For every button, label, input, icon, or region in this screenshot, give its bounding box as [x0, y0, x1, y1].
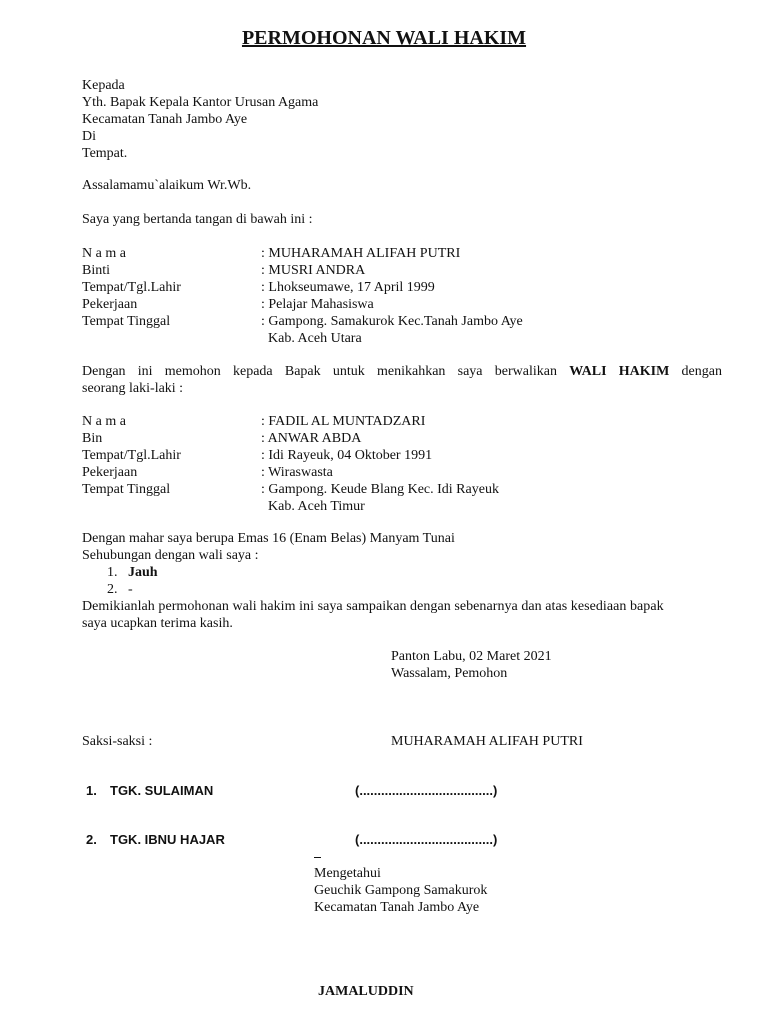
identity-row [82, 464, 682, 481]
request-text: dengan [669, 364, 722, 379]
identity-row [82, 447, 682, 464]
divider-mark [314, 857, 321, 858]
place-date: Panton Labu, 02 Maret 2021 [391, 649, 552, 664]
identity-row [82, 413, 682, 430]
identity-label: Pekerjaan [82, 465, 138, 480]
identity-value: : Wiraswasta [261, 465, 333, 480]
identity-value: : Gampong. Samakurok Kec.Tanah Jambo Aye [261, 314, 523, 329]
address-line: Di [82, 129, 96, 144]
address-line: Tempat. [82, 146, 128, 161]
identity-label: Pekerjaan [82, 297, 138, 312]
identity-value: : Pelajar Mahasiswa [261, 297, 374, 312]
identity-value: : Gampong. Keude Blang Kec. Idi Rayeuk [261, 482, 499, 497]
identity-label: N a m a [82, 246, 126, 261]
address-line: Yth. Bapak Kepala Kantor Urusan Agama [82, 95, 319, 110]
identity-value: : Idi Rayeuk, 04 Oktober 1991 [261, 448, 433, 463]
address-line: Kepada [82, 78, 125, 93]
identity-row [82, 481, 682, 498]
identity-row [82, 330, 682, 347]
acknowledge-line: Kecamatan Tanah Jambo Aye [314, 900, 480, 915]
request-line-1 [82, 363, 722, 380]
address-block [82, 77, 318, 162]
list-number: 2. [107, 582, 118, 597]
identity-value: Kab. Aceh Timur [261, 499, 365, 514]
intro-text: Saya yang bertanda tangan di bawah ini : [82, 212, 313, 227]
request-text: Dengan ini memohon kepada Bapak untuk menikahkan saya berwalikan [82, 364, 570, 379]
identity-value: : Lhokseumawe, 17 April 1999 [261, 280, 435, 295]
identity-row [82, 262, 682, 279]
applicant-identity [82, 245, 682, 347]
identity-row [82, 279, 682, 296]
acknowledge-block [314, 865, 487, 916]
closing-line-1: Demikianlah permohonan wali hakim ini saya sampaikan dengan sebenarnya dan atas kesediaan bapak [82, 599, 664, 614]
identity-label: Tempat Tinggal [82, 314, 171, 329]
wali-intro: Sehubungan dengan wali saya : [82, 548, 259, 563]
identity-row [82, 430, 682, 447]
greeting: Assalamamu`alaikum Wr.Wb. [82, 178, 252, 193]
geuchik-name: JAMALUDDIN [318, 984, 414, 999]
identity-value: Kab. Aceh Utara [261, 331, 362, 346]
identity-label: N a m a [82, 414, 126, 429]
groom-identity [82, 413, 682, 515]
document-title: PERMOHONAN WALI HAKIM [241, 27, 527, 49]
list-number: 1. [107, 565, 118, 580]
address-line: Kecamatan Tanah Jambo Aye [82, 112, 248, 127]
identity-label: Tempat/Tgl.Lahir [82, 280, 181, 295]
list-text: Jauh [128, 565, 158, 580]
identity-row [82, 313, 682, 330]
identity-value: : MUHARAMAH ALIFAH PUTRI [261, 246, 461, 261]
witness-number: 1. [86, 783, 97, 798]
identity-row [82, 245, 682, 262]
identity-value: : ANWAR ABDA [261, 431, 362, 446]
applicant-signature-name: MUHARAMAH ALIFAH PUTRI [391, 734, 583, 749]
identity-label: Bin [82, 431, 103, 446]
identity-label: Tempat/Tgl.Lahir [82, 448, 181, 463]
identity-value: : MUSRI ANDRA [261, 263, 366, 278]
list-text: - [128, 582, 133, 597]
acknowledge-line: Geuchik Gampong Samakurok [314, 883, 488, 898]
identity-row [82, 296, 682, 313]
closing-line-2: saya ucapkan terima kasih. [82, 616, 233, 631]
witness-signature-line: (.....................................) [355, 832, 498, 847]
request-line-2: seorang laki-laki : [82, 381, 184, 396]
mahar-text: Dengan mahar saya berupa Emas 16 (Enam Belas) Manyam Tunai [82, 531, 455, 546]
witness-name: TGK. SULAIMAN [110, 783, 214, 798]
witness-number: 2. [86, 832, 97, 847]
identity-label: Binti [82, 263, 111, 278]
acknowledge-line: Mengetahui [314, 866, 381, 881]
identity-row [82, 498, 682, 515]
wassalam: Wassalam, Pemohon [391, 666, 508, 681]
identity-value: : FADIL AL MUNTADZARI [261, 414, 426, 429]
wali-hakim-emphasis: WALI HAKIM [569, 364, 670, 379]
identity-label: Tempat Tinggal [82, 482, 171, 497]
witness-name: TGK. IBNU HAJAR [110, 832, 225, 847]
witnesses-label: Saksi-saksi : [82, 734, 153, 749]
witness-signature-line: (.....................................) [355, 783, 498, 798]
